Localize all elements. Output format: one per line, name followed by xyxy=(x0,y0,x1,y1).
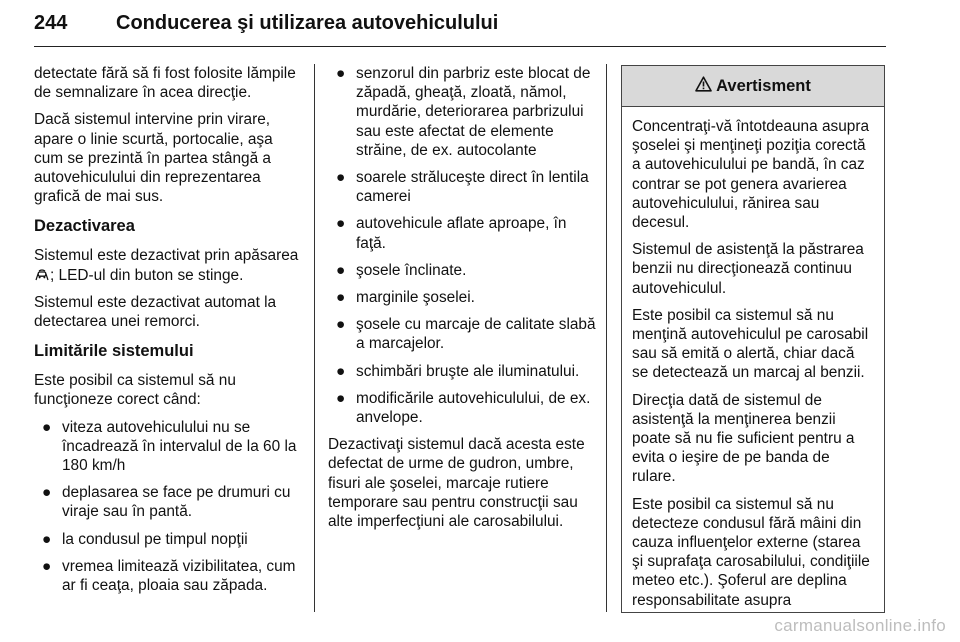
column-middle xyxy=(328,64,598,539)
warning-header xyxy=(622,66,884,107)
text-fragment: Sistemul este dezactivat prin apăsarea xyxy=(34,247,299,265)
list-item: ● soarele străluceşte direct în lentila camerei xyxy=(336,169,589,206)
list-item: ● şosele înclinate. xyxy=(336,261,467,279)
page-header xyxy=(34,10,886,47)
paragraph: Este posibil ca sistemul să nu funcţioneze corect când: xyxy=(34,372,236,409)
warning-body xyxy=(622,107,884,610)
paragraph: Dacă sistemul intervine prin virare, apare o linie scurtă, portocalie, aşa cum se prezintă în partea stângă a autovehiculului din reprezentarea grafică de mai sus. xyxy=(34,111,273,206)
warning-paragraph: Direcţia dată de sistemul de asistenţă la menţinerea benzii poate să nu fie suficient pentru a evita o ieşire de pe banda de rulare. xyxy=(632,391,855,486)
paragraph: Sistemul este dezactivat automat la detectarea unei remorci. xyxy=(34,293,277,331)
column-divider xyxy=(606,64,607,612)
list-item: ● vremea limitează vizibilitatea, cum ar fi ceaţa, ploaia sau zăpada. xyxy=(42,557,296,595)
list-item: ● autovehicule aflate aproape, în faţă. xyxy=(336,215,567,252)
list-item: ● la condusul pe timpul nopţii xyxy=(42,530,248,548)
warning-paragraph: Concentraţi-vă întotdeauna asupra şoselei şi menţineţi poziţia corectă a autovehiculului pe bandă, în caz contrar se pot genera avarierea autovehiculului, rănirea sau decesul. xyxy=(632,118,869,232)
lane-assist-icon xyxy=(34,267,50,284)
warning-paragraph: Este posibil ca sistemul să nu detecteze condusul fără mâini din cauza influenţelor externe (starea şi suprafaţa carosabilului, condiţiile meteo etc.). Şoferul are deplina responsabilitate asupra xyxy=(632,495,870,609)
list-item: ● marginile şoselei. xyxy=(336,289,475,307)
bullet-list xyxy=(328,64,598,427)
list-item: ● şosele cu marcaje de calitate slabă a marcajelor. xyxy=(336,316,596,353)
list-item: ● viteza autovehiculului nu se încadrează în intervalul de la 60 la 180 km/h xyxy=(42,418,297,475)
list-item: ● modificările autovehiculului, de ex. anvelope. xyxy=(336,389,591,427)
warning-triangle-icon xyxy=(695,76,712,97)
paragraph: Dezactivaţi sistemul dacă acesta este defectat de urme de gudron, umbre, fisuri ale şoselei, marcaje rutiere temporare sau pentru construcţii sau alte imperfecţiuni ale carosabilului. xyxy=(328,436,585,531)
list-item: ● senzorul din parbriz este blocat de zăpadă, gheaţă, zloată, nămol, murdărie, deteriorarea parbrizului sau este afectat de elemente străine, de ex. autocolante xyxy=(336,65,591,159)
page-number: 244 xyxy=(34,12,68,34)
paragraph-deactivation xyxy=(34,246,306,284)
list-item: ● deplasarea se face pe drumuri cu viraje sau în pantă. xyxy=(42,484,291,521)
warning-title: Avertisment xyxy=(716,76,811,95)
section-heading-deactivation: Dezactivarea xyxy=(34,217,135,236)
warning-paragraph: Este posibil ca sistemul să nu menţină autovehiculul pe carosabil sau să emită o alertă, chiar dacă se detectează un marcaj al benzii. xyxy=(632,306,869,382)
section-heading-limitations: Limitările sistemului xyxy=(34,342,194,361)
warning-paragraph: Sistemul de asistenţă la păstrarea benzii nu direcţionează continuu autovehiculul. xyxy=(632,241,864,297)
column-left xyxy=(34,64,306,603)
page-title: Conducerea şi utilizarea autovehiculului xyxy=(116,12,499,34)
text-fragment: ; LED-ul din buton se stinge. xyxy=(50,266,244,284)
list-item: ● schimbări bruşte ale iluminatului. xyxy=(336,362,580,380)
paragraph: detectate fără să fi fost folosite lămpile de semnalizare în acea direcţie. xyxy=(34,65,296,102)
watermark: carmanualsonline.info xyxy=(774,616,946,635)
bullet-list xyxy=(34,418,306,596)
column-divider xyxy=(314,64,315,612)
warning-box xyxy=(621,65,885,613)
